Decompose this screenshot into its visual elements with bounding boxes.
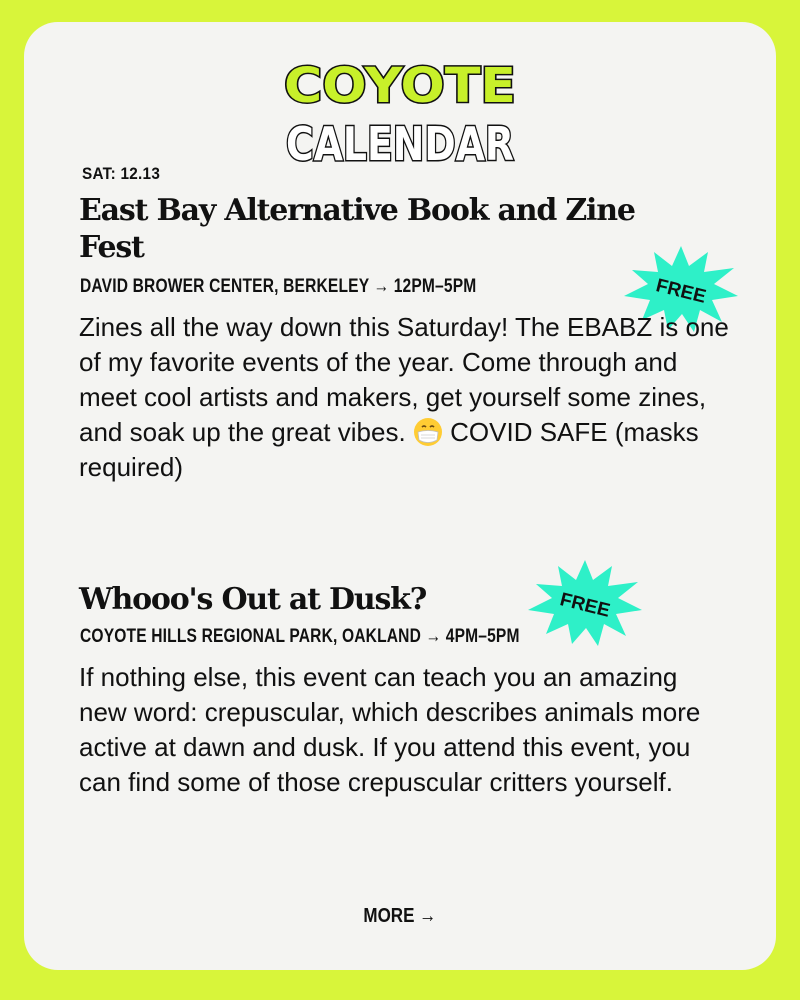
event-description-text: Zines all the way down this Saturday! The EBABZ is one of my favorite events of the year. Come through and meet cool artists and makers, get yourself some zines, and soak up the great vibes.: [79, 312, 729, 447]
more-button[interactable]: [24, 905, 776, 928]
logo-line-calendar: CALENDAR: [286, 117, 514, 167]
event-title: [79, 192, 635, 266]
event-card: [24, 22, 776, 970]
logo-line-coyote: COYOTE: [284, 58, 516, 114]
free-label: FREE: [557, 589, 613, 622]
event-date: SAT: 12.13: [82, 164, 161, 183]
free-badge: [526, 558, 644, 648]
event-title-line: Fest: [79, 230, 144, 265]
event-title: Whooo's Out at Dusk?: [79, 582, 427, 617]
event-venue-time: COYOTE HILLS REGIONAL PARK, OAKLAND → 4PM–5PM: [80, 626, 520, 647]
event-description-text: COVID SAFE (masks required): [79, 417, 699, 482]
event-title-line: East Bay Alternative Book and Zine: [79, 193, 635, 228]
event-description: If nothing else, this event can teach you an amazing new word: crepuscular, which describes animals more active at dawn and dusk. If you attend this event, you can find some of those crepuscular critters yourself.: [79, 662, 701, 797]
more-label: MORE →: [363, 905, 437, 927]
free-label: FREE: [653, 275, 709, 308]
event-description: [79, 310, 729, 485]
coyote-calendar-logo: [24, 52, 776, 172]
event-venue-time: DAVID BROWER CENTER, BERKELEY → 12PM–5PM: [80, 276, 477, 297]
face-with-medical-mask-icon: [413, 417, 443, 447]
